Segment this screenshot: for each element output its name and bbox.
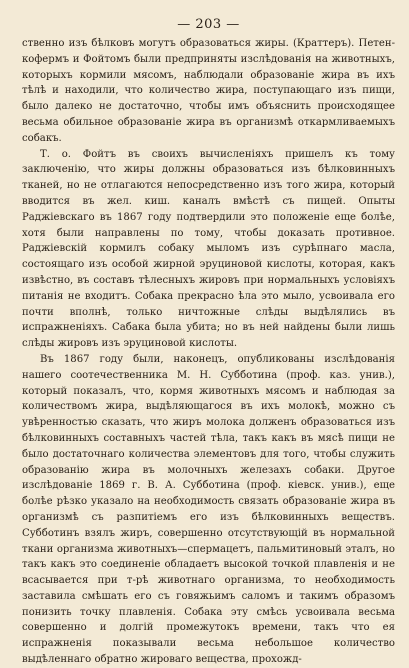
paragraph-foit: Т. о. Фойтъ въ своихъ вычисленіяхъ пришелъ къ тому заключенію, что жиры должны образоваться изъ бѣлковинныхъ тканей, но не отлагаются непосредственно изъ того жира, который вводится въ жел. киш. каналъ вмѣстѣ съ пищей. Опыты Раджіевскаго въ 1867 году подтвердили это положеніе еще болѣе, хотя были направлены по тому, чтобы доказать противное. Раджіевскій кормилъ собаку мыломъ изъ сурѣпнаго масла, состоящаго изъ особой жирной эруциновой кислоты, которая, какъ извѣстно, въ составъ тѣлесныхъ жировъ при нормальныхъ условіяхъ питанія не входитъ. Собака прекрасно ѣла это мыло, усвоивала его почти вполнѣ, только ничтожные слѣды выдѣлялись въ испражненіяхъ. Сабака была убита; но въ ней найдены были лишь слѣды жировъ изъ эруциновой кислоты. xyxy=(22,148,395,350)
body-text xyxy=(22,36,395,668)
page-number: — 203 — xyxy=(177,17,240,32)
paragraph-continuation: ственно изъ бѣлковъ могутъ образоваться жиры. (Краттеръ). Петен-кофермъ и Фойтомъ были предприняты изслѣдованія на животныхъ, которыхъ кормили мясомъ, наблюдали образованіе жира въ ихъ тѣлѣ и находили, что количество жира, поступающаго изъ пищи, было далеко не достаточно, чтобы имъ объяснить происходящее весьма обильное образованіе жира въ организмѣ откармливаемыхъ собакъ. xyxy=(22,38,395,144)
paragraph-subbotin: Въ 1867 году были, наконецъ, опубликованы изслѣдованія нашего соотечественника М. Н. Субботина (проф. каз. унив.), который показалъ, что, кормя животныхъ мясомъ и наблюдая за количествомъ жира, выдѣляющагося въ ихъ молокѣ, можно съ увѣренностью сказать, что жиръ молока долженъ образоваться изъ бѣлковинныхъ составныхъ частей тѣла, такъ какъ въ мясѣ пищи не было достаточнаго количества элементовъ для того, чтобы служить образованію жира въ молочныхъ железахъ собаки. Другое изслѣдованіе 1869 г. В. А. Субботина (проф. кіевск. унив.), еще болѣе рѣзко указало на необходимость связать образованіе жира въ организмѣ съ разпитіемъ его изъ бѣлковинныхъ веществъ. Субботинъ взялъ жиръ, совершенно отсутствующій въ нормальной ткани организма животныхъ—спермацетъ, пальмитиновый эталъ, но такъ какъ это соединеніе обладаетъ высокой точкой плавленія и не всасывается при т-рѣ животнаго организма, то необходимость заставила смѣшать его съ говяжьимъ саломъ и такимъ образомъ понизить точку плавленія. Собака эту смѣсь усвоивала весьма совершенно и долгій промежутокъ времени, такъ что ея испражненія показывали весьма небольшое количество выдѣленнаго обратно жироваго вещества, прохожд- xyxy=(22,353,395,666)
